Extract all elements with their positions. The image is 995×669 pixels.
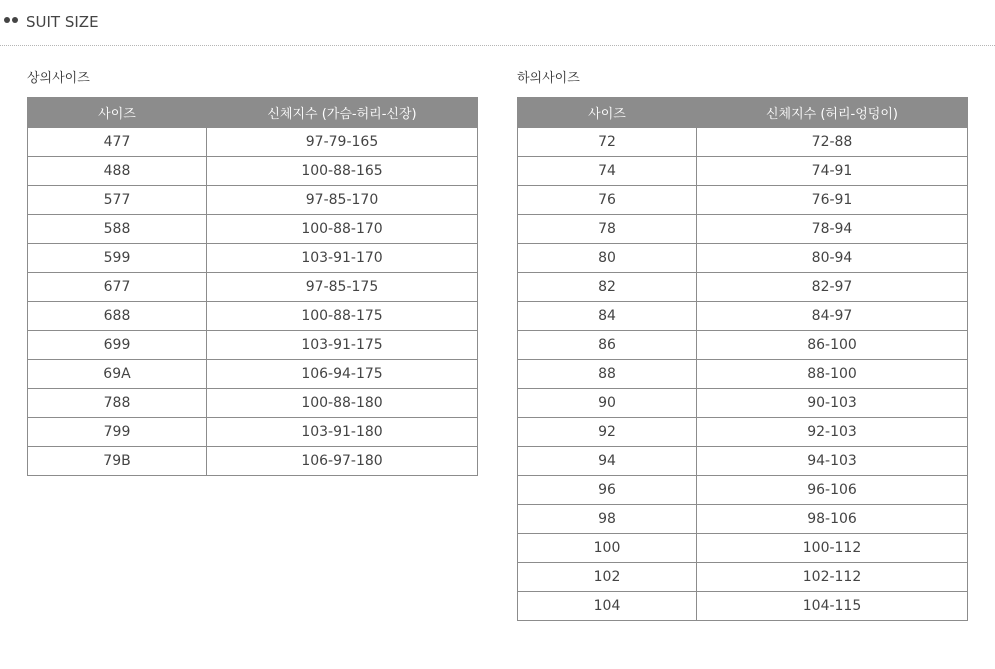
body-index-cell: 98-106 [697,505,968,534]
body-index-cell: 96-106 [697,476,968,505]
lower-size-section [517,70,967,621]
size-cell: 72 [518,128,697,157]
table-row [518,418,968,447]
table-row [28,244,478,273]
table-row [28,418,478,447]
table-row [28,215,478,244]
table-row [518,302,968,331]
table-row [28,389,478,418]
body-index-cell: 84-97 [697,302,968,331]
size-cell: 477 [28,128,207,157]
table-row [28,186,478,215]
size-cell: 76 [518,186,697,215]
table-row [518,505,968,534]
table-row [28,157,478,186]
table-header-row [518,98,968,128]
page-title: SUIT SIZE [26,13,99,31]
size-cell: 80 [518,244,697,273]
body-index-cell: 103-91-180 [207,418,478,447]
lower-size-caption: 하의사이즈 [517,71,580,86]
size-cell: 588 [28,215,207,244]
body-index-cell: 82-97 [697,273,968,302]
size-cell: 599 [28,244,207,273]
table-row [518,534,968,563]
body-index-cell: 103-91-170 [207,244,478,273]
table-row [518,592,968,621]
size-cell: 102 [518,563,697,592]
body-index-cell: 74-91 [697,157,968,186]
body-index-cell: 106-94-175 [207,360,478,389]
size-cell: 100 [518,534,697,563]
size-cell: 94 [518,447,697,476]
body-index-cell: 94-103 [697,447,968,476]
body-index-cell: 103-91-175 [207,331,478,360]
body-index-cell: 86-100 [697,331,968,360]
size-cell: 79B [28,447,207,476]
table-row [518,360,968,389]
table-row [518,389,968,418]
bullet-dot [4,17,10,23]
upper-size-section [27,70,477,476]
body-index-cell: 100-112 [697,534,968,563]
size-cell: 788 [28,389,207,418]
size-cell: 78 [518,215,697,244]
body-index-cell: 104-115 [697,592,968,621]
body-index-cell: 76-91 [697,186,968,215]
table-row [518,244,968,273]
size-cell: 74 [518,157,697,186]
size-cell: 88 [518,360,697,389]
size-cell: 86 [518,331,697,360]
size-cell: 96 [518,476,697,505]
size-cell: 90 [518,389,697,418]
body-index-cell: 97-79-165 [207,128,478,157]
size-cell: 577 [28,186,207,215]
body-index-cell: 100-88-170 [207,215,478,244]
size-cell: 488 [28,157,207,186]
bullet-dots-icon [4,17,18,23]
size-cell: 688 [28,302,207,331]
size-cell: 69A [28,360,207,389]
body-index-cell: 92-103 [697,418,968,447]
bullet-dot [12,17,18,23]
body-index-cell: 90-103 [697,389,968,418]
size-cell: 92 [518,418,697,447]
table-row [28,128,478,157]
table-row [518,273,968,302]
upper-size-table [27,97,478,476]
table-row [518,215,968,244]
column-header-size: 사이즈 [518,98,697,128]
section-header [0,0,995,46]
body-index-cell: 97-85-175 [207,273,478,302]
table-row [518,563,968,592]
body-index-cell: 100-88-165 [207,157,478,186]
body-index-cell: 80-94 [697,244,968,273]
size-cell: 98 [518,505,697,534]
size-cell: 82 [518,273,697,302]
table-row [518,128,968,157]
table-row [28,360,478,389]
table-row [518,186,968,215]
body-index-cell: 102-112 [697,563,968,592]
column-header-body-index: 신체지수 (허리-엉덩이) [697,98,968,128]
table-row [28,331,478,360]
body-index-cell: 97-85-170 [207,186,478,215]
size-cell: 104 [518,592,697,621]
size-cell: 699 [28,331,207,360]
body-index-cell: 88-100 [697,360,968,389]
body-index-cell: 78-94 [697,215,968,244]
table-row [28,447,478,476]
table-header-row [28,98,478,128]
table-row [28,273,478,302]
size-cell: 677 [28,273,207,302]
table-row [28,302,478,331]
upper-size-caption: 상의사이즈 [27,71,90,86]
body-index-cell: 72-88 [697,128,968,157]
size-cell: 799 [28,418,207,447]
table-row [518,476,968,505]
size-cell: 84 [518,302,697,331]
body-index-cell: 106-97-180 [207,447,478,476]
table-row [518,447,968,476]
column-header-body-index: 신체지수 (가슴-허리-신장) [207,98,478,128]
body-index-cell: 100-88-175 [207,302,478,331]
body-index-cell: 100-88-180 [207,389,478,418]
table-row [518,157,968,186]
column-header-size: 사이즈 [28,98,207,128]
lower-size-table [517,97,968,621]
table-row [518,331,968,360]
